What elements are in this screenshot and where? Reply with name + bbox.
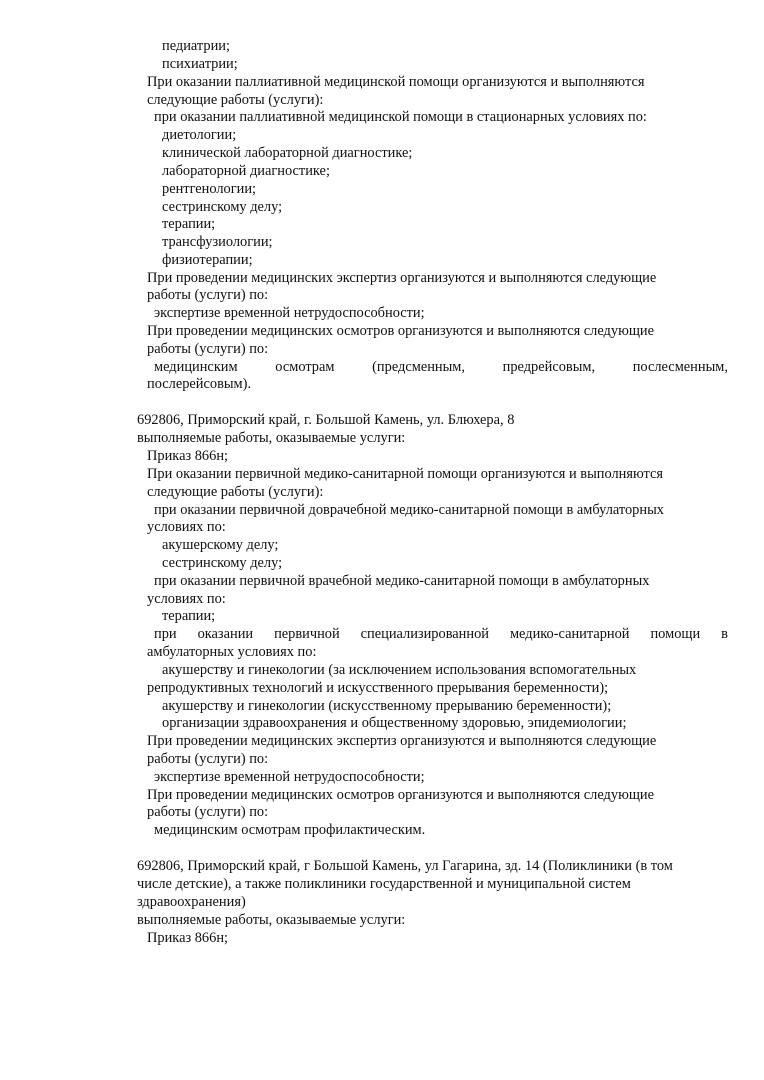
word: предрейсовым, [502, 359, 596, 375]
list-item: медицинским осмотрам профилактическим. [154, 822, 426, 838]
paragraph-line: При проведении медицинских осмотров организуются и выполняются следующие [147, 323, 654, 339]
word: (предсменным, [372, 359, 465, 375]
list-item: психиатрии; [162, 56, 238, 72]
services-heading: выполняемые работы, оказываемые услуги: [137, 430, 406, 446]
paragraph-line: При проведении медицинских осмотров организуются и выполняются следующие [147, 787, 654, 803]
order-reference: Приказ 866н; [147, 930, 229, 946]
list-item: диетологии; [162, 127, 237, 143]
paragraph-line: условиях по: [147, 519, 226, 535]
list-item: терапии; [162, 608, 216, 624]
list-item: трансфузиологии; [162, 234, 273, 250]
list-item: акушерскому делу; [162, 537, 279, 553]
paragraph-line: репродуктивных технологий и искусственного прерывания беременности); [147, 680, 609, 696]
services-heading: выполняемые работы, оказываемые услуги: [137, 912, 406, 928]
list-item: экспертизе временной нетрудоспособности; [154, 769, 425, 785]
order-reference: Приказ 866н; [147, 448, 229, 464]
word: специализированной [360, 626, 489, 642]
justified-line [154, 625, 728, 643]
sub-heading-line: при оказании первичной доврачебной медико-санитарной помощи в амбулаторных [154, 502, 664, 518]
word: медицинским [154, 359, 238, 375]
word: первичной [274, 626, 340, 642]
paragraph-line: При проведении медицинских экспертиз организуются и выполняются следующие [147, 733, 657, 749]
paragraph-line: При оказании первичной медико-санитарной помощи организуются и выполняются [147, 466, 663, 482]
paragraph-line: следующие работы (услуги): [147, 92, 324, 108]
list-item: терапии; [162, 216, 216, 232]
paragraph-line: работы (услуги) по: [147, 341, 269, 357]
sub-heading-line: при оказании паллиативной медицинской помощи в стационарных условиях по: [154, 109, 647, 125]
list-item: физиотерапии; [162, 252, 253, 268]
list-item: организации здравоохранения и общественному здоровью, эпидемиологии; [162, 715, 627, 731]
list-item: лабораторной диагностике; [162, 163, 330, 179]
paragraph-line: следующие работы (услуги): [147, 484, 324, 500]
list-item: педиатрии; [162, 38, 230, 54]
address-line: 692806, Приморский край, г. Большой Камень, ул. Блюхера, 8 [137, 412, 515, 428]
word: в [721, 626, 728, 642]
list-item: акушерству и гинекологии (за исключением использования вспомогательных [162, 662, 637, 678]
paragraph-line: работы (услуги) по: [147, 804, 269, 820]
paragraph-line: послерейсовым). [147, 376, 252, 392]
paragraph-line: амбулаторных условиях по: [147, 644, 317, 660]
paragraph-line: работы (услуги) по: [147, 751, 269, 767]
list-item: сестринскому делу; [162, 555, 283, 571]
list-item: сестринскому делу; [162, 199, 283, 215]
word: оказании [197, 626, 254, 642]
sub-heading-line: при оказании первичной врачебной медико-санитарной помощи в амбулаторных [154, 573, 650, 589]
list-item: клинической лабораторной диагностике; [162, 145, 413, 161]
paragraph-line: При проведении медицинских экспертиз организуются и выполняются следующие [147, 270, 657, 286]
paragraph-line: работы (услуги) по: [147, 287, 269, 303]
address-line: здравоохранения) [137, 894, 246, 910]
paragraph-line: При оказании паллиативной медицинской помощи организуются и выполняются [147, 74, 645, 90]
address-line: 692806, Приморский край, г Большой Камень, ул Гагарина, зд. 14 (Поликлиники (в том [137, 858, 673, 874]
word: помощи [650, 626, 701, 642]
list-item: акушерству и гинекологии (искусственному прерыванию беременности); [162, 698, 612, 714]
list-item: экспертизе временной нетрудоспособности; [154, 305, 425, 321]
word: при [154, 626, 177, 642]
address-line: числе детские), а также поликлиники государственной и муниципальной систем [137, 876, 631, 892]
paragraph-line: условиях по: [147, 591, 226, 607]
list-item: рентгенологии; [162, 181, 257, 197]
justified-line [154, 358, 728, 376]
word: медико-санитарной [509, 626, 630, 642]
word: послесменным, [632, 359, 728, 375]
word: осмотрам [275, 359, 335, 375]
